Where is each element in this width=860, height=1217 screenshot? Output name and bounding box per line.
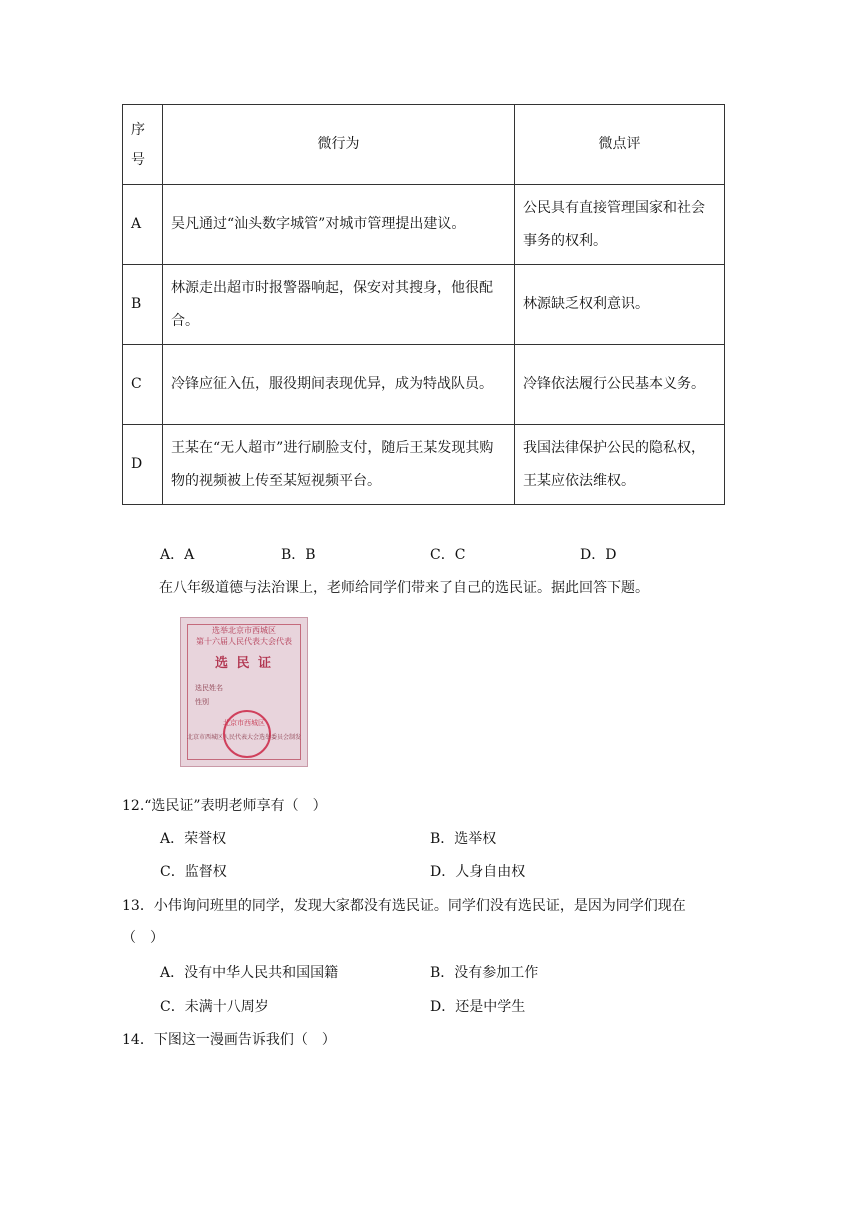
row-id: A — [123, 185, 163, 265]
q11-option-a[interactable]: A．A — [160, 547, 195, 563]
q13-option-c[interactable]: C．未满十八周岁 — [160, 999, 269, 1015]
table-row — [123, 345, 725, 425]
q11-option-b[interactable]: B．B — [281, 547, 316, 563]
table-row — [123, 425, 725, 505]
header-comment: 微点评 — [515, 105, 725, 185]
row-id: C — [123, 345, 163, 425]
card-field-name: 选民姓名 — [195, 684, 223, 692]
q12-option-a[interactable]: A．荣誉权 — [160, 831, 227, 847]
card-footer: 北京市西城区人民代表大会选举委员会制发 — [186, 734, 301, 741]
row-behavior: 冷锋应征入伍，服役期间表现优异，成为特战队员。 — [163, 345, 515, 425]
q13-stem-line1: 13．小伟询问班里的同学，发现大家都没有选民证。同学们没有选民证，是因为同学们现在 — [122, 898, 686, 914]
table-row — [123, 185, 725, 265]
q12-stem: 12.“选民证”表明老师享有（ ） — [122, 798, 327, 814]
q13-option-b[interactable]: B．没有参加工作 — [430, 965, 539, 981]
card-field-gender: 性别 — [195, 698, 209, 706]
q14-stem: 14．下图这一漫画告诉我们（ ） — [122, 1032, 336, 1048]
q12-option-c[interactable]: C．监督权 — [160, 864, 227, 880]
q13-option-a[interactable]: A．没有中华人民共和国国籍 — [160, 965, 339, 981]
row-id: D — [123, 425, 163, 505]
table-header-row — [123, 105, 725, 185]
table-row — [123, 265, 725, 345]
q11-option-d[interactable]: D．D — [580, 547, 617, 563]
card-title: 选 民 证 — [214, 656, 274, 671]
row-behavior: 林源走出超市时报警器响起，保安对其搜身，他很配合。 — [163, 265, 515, 345]
question-table — [122, 104, 725, 505]
row-id: B — [123, 265, 163, 345]
q12-option-b[interactable]: B．选举权 — [430, 831, 497, 847]
card-line1: 选举北京市西城区 — [212, 626, 276, 635]
q12-option-d[interactable]: D．人身自由权 — [430, 864, 526, 880]
row-comment: 林源缺乏权利意识。 — [515, 265, 725, 345]
q11-option-c[interactable]: C．C — [430, 547, 466, 563]
header-behavior: 微行为 — [163, 105, 515, 185]
seal-text: 北京市西城区 — [223, 719, 265, 727]
card-line2: 第十六届人民代表大会代表 — [196, 637, 292, 646]
q13-stem-line2: （ ） — [122, 930, 164, 946]
row-behavior: 王某在“无人超市”进行刷脸支付，随后王某发现其购物的视频被上传至某短视频平台。 — [163, 425, 515, 505]
header-seq: 序 号 — [123, 105, 163, 185]
row-comment: 冷锋依法履行公民基本义务。 — [515, 345, 725, 425]
q13-option-d[interactable]: D．还是中学生 — [430, 999, 526, 1015]
voter-card-image — [180, 617, 308, 767]
row-comment: 我国法律保护公民的隐私权，王某应依法维权。 — [515, 425, 725, 505]
row-comment: 公民具有直接管理国家和社会事务的权利。 — [515, 185, 725, 265]
intro-text: 在八年级道德与法治课上，老师给同学们带来了自己的选民证。据此回答下题。 — [159, 580, 649, 596]
row-behavior: 吴凡通过“汕头数字城管”对城市管理提出建议。 — [163, 185, 515, 265]
